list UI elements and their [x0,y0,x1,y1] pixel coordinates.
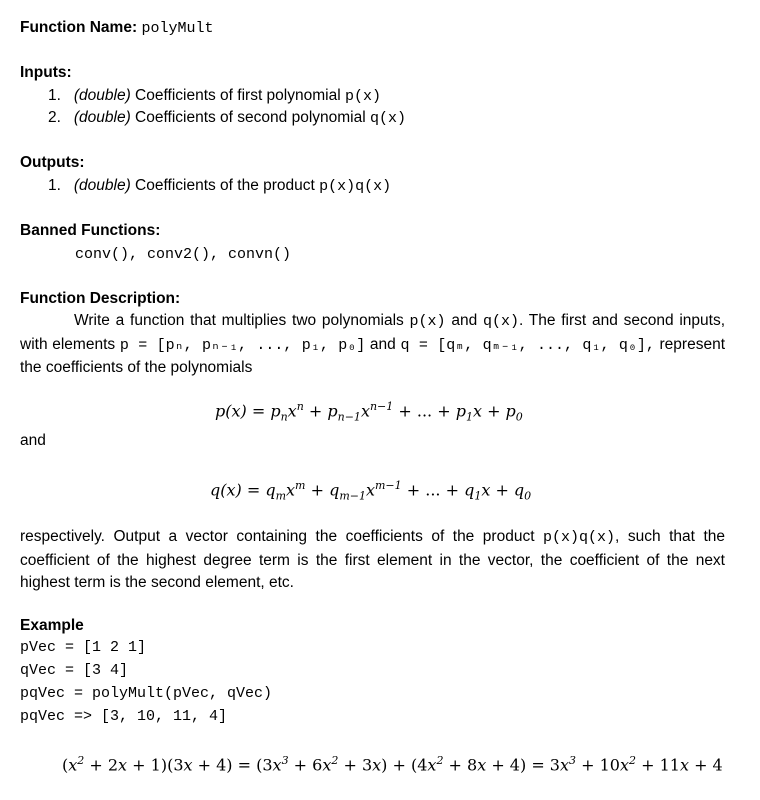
p-var: p(x) [409,313,446,330]
description-heading: Function Description: [20,290,181,307]
input-item-type: (double) [73,109,131,126]
banned-heading: Banned Functions: [20,222,161,239]
description-text: respectively. Output a vector containing the coefficients of the product [20,528,535,545]
p-equation: $p(x) = p_nx^n + p_{n-1}x^{n-1}$ + ... + $p_1x + p_0$ [215,400,523,424]
input-item-1 [48,87,381,105]
input-item-type: (double) [73,87,131,104]
description-text: . The first and second inputs, with elements [20,312,725,353]
output-item-var: p(x)q(x) [319,178,392,195]
input-item-desc: Coefficients of first polynomial [135,87,341,104]
inputs-heading: Inputs: [20,64,72,81]
banned-list: conv(), conv2(), convn() [75,246,292,263]
q-var: q(x) [482,313,519,330]
pq-var: p(x)q(x) [543,529,616,546]
p-vector: p = [pₙ, pₙ₋₁, ..., p₁, p₀] [119,336,366,354]
function-name-line [20,19,213,37]
example-code-line: pqVec => [3, 10, 11, 4] [20,708,228,725]
output-item-type: (double) [73,177,131,194]
input-item-number: 1. [48,87,61,104]
description-paragraph [20,310,725,380]
description-text: and [369,335,396,353]
input-item-number: 2. [48,109,61,126]
output-item-1 [48,177,391,195]
output-item-desc: Coefficients of the product [135,177,315,194]
input-item-desc: Coefficients of second polynomial [135,109,366,126]
input-item-var: p(x) [344,88,381,105]
function-name-value: polyMult [141,20,214,37]
function-name-label: Function Name: [20,19,138,36]
description-text: represent the coefficients of the polynomials [20,335,725,376]
example-equation: $(x^2 + 2x + 1)(3x + 4) = (3x^3 + 6x^2 + 3x) + (4x^2 + 8x + 4) = 3x^3 + 10x^2 + 11x + 4$ [62,754,723,775]
example-code-line: pqVec = polyMult(pVec, qVec) [20,685,273,702]
input-item-var: q(x) [369,110,406,127]
description-text: , such that the coefficient of the highest degree term is the first element in the vector, the coefficient of the next highest term is the second element, etc. [20,528,725,591]
example-code-line: qVec = [3 4] [20,662,129,679]
q-vector: q = [qₘ, qₘ₋₁, ..., q₁, q₀], [400,336,655,354]
output-item-number: 1. [48,177,61,194]
respectively-paragraph [20,526,725,595]
description-text: Write a function that multiplies two polynomials [74,312,404,329]
example-code-line: pVec = [1 2 1] [20,639,147,656]
outputs-heading: Outputs: [20,154,85,171]
and-text: and [20,432,46,449]
q-equation: $q(x) = q_mx^m + q_{m-1}x^{m-1}$ + ... + $q_1x + q_0$ [210,479,532,503]
example-heading: Example [20,617,84,634]
description-text: and [451,312,478,329]
input-item-2 [48,109,406,127]
